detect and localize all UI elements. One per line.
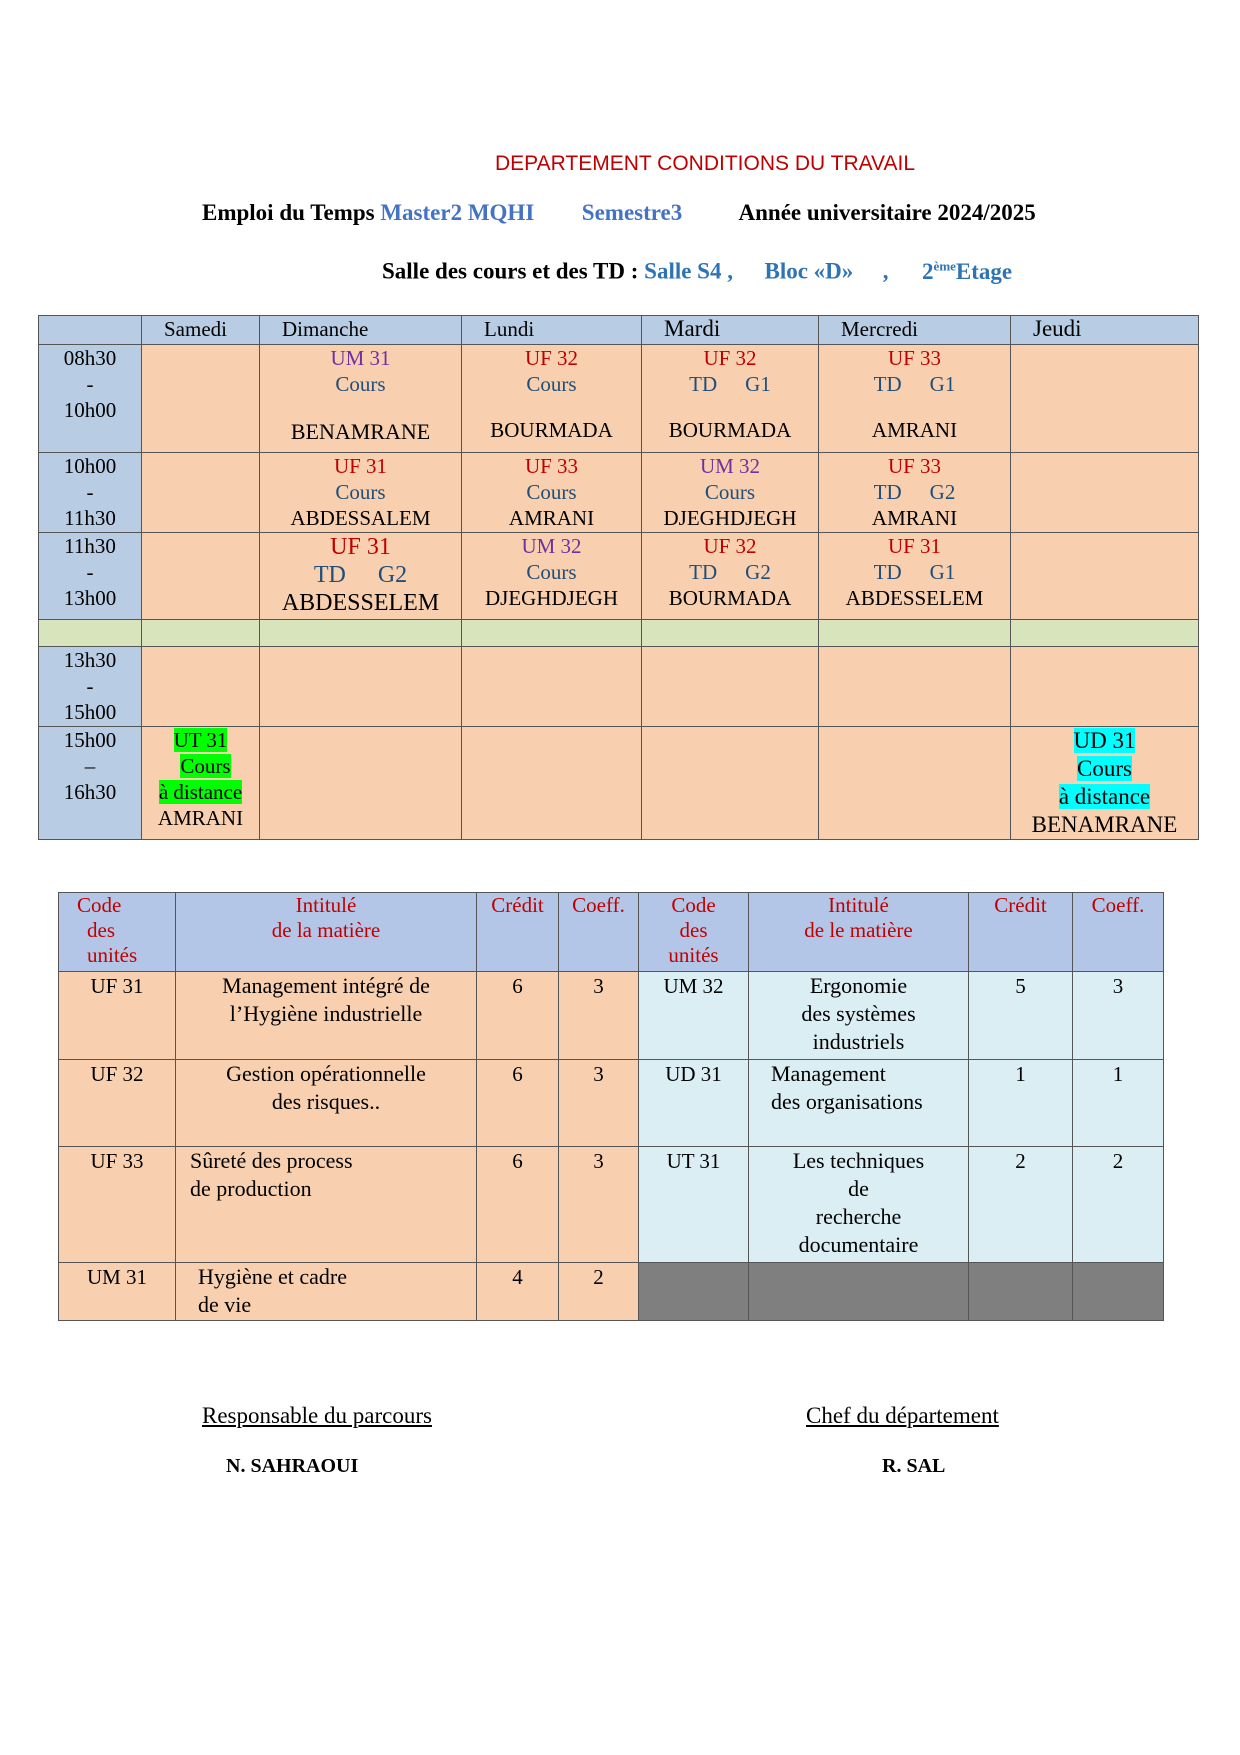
subjects-header-row [59,893,1164,972]
subject-code: UF 31 [59,972,176,1060]
course-type: Cours [335,480,386,504]
right-signature-name: R. SAL [882,1455,946,1477]
empty-cell [1011,453,1199,533]
time-start: 11h30 [64,534,116,558]
timetable-label: Emploi du Temps [202,200,375,225]
header-code-2: Code des unités [639,893,749,972]
course-type: Cours [526,372,577,396]
course-cell [260,453,462,533]
subject-title: Management des organisations [749,1060,969,1147]
course-group: G2 [377,562,408,588]
course-teacher: DJEGHDJEGH [663,506,797,530]
empty-cell [1011,533,1199,620]
course-group: G1 [929,372,956,396]
subject-row [59,1263,1164,1321]
course-code: UF 31 [887,534,942,558]
course-cell [462,453,642,533]
course-code: UF 32 [703,346,757,370]
floor-sup: ème [933,258,956,273]
course-code: UF 33 [887,454,942,478]
subject-credit: 6 [477,1060,559,1147]
subject-credit: 1 [969,1060,1073,1147]
header-credit-2: Crédit [969,893,1073,972]
right-signature-title: Chef du département [806,1403,999,1428]
subject-title: Gestion opérationnelle des risques.. [176,1060,477,1147]
room-heading [382,258,1012,285]
time-end: 10h00 [63,398,117,422]
subject-credit: 6 [477,972,559,1060]
course-type: TD [873,560,902,584]
slot-row [39,727,1199,840]
course-teacher: AMRANI [157,806,244,830]
header-title-2: Intitulé de le matière [749,893,969,972]
course-code: UF 31 [333,454,388,478]
subject-title: Ergonomie des systèmes industriels [749,972,969,1060]
time-cell [39,727,142,840]
course-teacher: BENAMRANE [1031,812,1178,837]
course-type: TD [873,480,902,504]
room: Salle S4 , [644,258,733,284]
subject-title: Les techniques de recherche documentaire [749,1147,969,1263]
course-cell [260,345,462,453]
time-start: 15h00 [63,728,117,752]
subject-credit: 5 [969,972,1073,1060]
day-lundi: Lundi [462,316,642,345]
time-sep: - [86,480,94,504]
time-start: 13h30 [63,648,117,672]
course-teacher: AMRANI [508,506,595,530]
course-mode: à distance [158,780,243,804]
subject-credit: 4 [477,1263,559,1321]
time-cell [39,533,142,620]
empty-cell [142,345,260,453]
course-cell [462,345,642,453]
timetable-heading [202,200,1036,226]
course-mode: à distance [1058,784,1151,809]
course-type: Cours [1077,756,1132,781]
time-start: 10h00 [63,454,117,478]
slot-row [39,345,1199,453]
day-mardi: Mardi [642,316,819,345]
subject-code: UM 32 [639,972,749,1060]
schedule-header-row [39,316,1199,345]
course-group: G2 [745,560,771,584]
time-end: 13h00 [63,586,117,610]
empty-cell [1011,345,1199,453]
comma: , [882,258,889,284]
subject-credit: 2 [969,1147,1073,1263]
course-teacher: DJEGHDJEGH [485,586,618,610]
subject-code: UF 32 [59,1060,176,1147]
subject-code: UD 31 [639,1060,749,1147]
course-teacher: ABDESSELEM [281,590,440,616]
time-cell [39,345,142,453]
academic-year: Année universitaire 2024/2025 [738,200,1036,225]
course-type: TD [689,372,718,396]
day-samedi: Samedi [142,316,260,345]
subject-code: UT 31 [639,1147,749,1263]
course-code: UM 32 [699,454,761,478]
day-jeudi: Jeudi [1011,316,1199,345]
course-code: UT 31 [173,728,228,752]
slot-row [39,647,1199,727]
subject-title: Sûreté des process de production [176,1147,477,1263]
subject-coeff: 3 [559,1060,639,1147]
course-code: UM 32 [521,534,582,558]
program-name: Master2 MQHI [380,200,535,225]
day-mercredi: Mercredi [819,316,1011,345]
empty-cell [142,533,260,620]
time-end: 11h30 [64,506,116,530]
course-teacher: BOURMADA [668,418,792,442]
course-teacher: AMRANI [871,506,958,530]
course-cell [142,727,260,840]
course-code: UF 33 [524,454,579,478]
slot-row [39,533,1199,620]
left-signature-name: N. SAHRAOUI [226,1455,359,1477]
subject-row [59,972,1164,1060]
lunch-break-row [39,620,1199,647]
course-code: UF 32 [524,346,579,370]
course-type: TD [873,372,902,396]
corner-cell [39,316,142,345]
course-code: UD 31 [1073,728,1136,753]
empty-gray-cell [1073,1263,1164,1321]
block: Bloc «D» [764,258,854,284]
time-sep: - [86,372,94,396]
course-teacher: BOURMADA [668,586,792,610]
subject-credit: 6 [477,1147,559,1263]
course-type: TD [313,562,346,588]
course-type: TD [689,560,718,584]
course-group: G2 [929,480,956,504]
left-signature-title: Responsable du parcours [202,1403,432,1428]
course-cell [819,533,1011,620]
course-code: UF 31 [330,534,391,560]
course-cell [642,453,819,533]
department-title: DEPARTEMENT CONDITIONS DU TRAVAIL [494,152,916,175]
floor [922,259,1012,284]
header-coeff-2: Coeff. [1073,893,1164,972]
course-cell [1011,727,1199,840]
course-teacher: ABDESSELEM [845,586,984,610]
course-cell [819,453,1011,533]
course-type: Cours [180,754,231,778]
subject-row [59,1147,1164,1263]
course-teacher: BENAMRANE [290,419,431,444]
floor-label: Etage [955,258,1013,284]
time-sep: - [86,674,94,698]
course-cell [642,533,819,620]
subject-coeff: 1 [1073,1060,1164,1147]
course-type: Cours [526,480,577,504]
subject-title: Hygiène et cadre de vie [176,1263,477,1321]
course-type: Cours [335,372,386,396]
header-title: Intitulé de la matière [176,893,477,972]
time-cell [39,647,142,727]
course-group: G1 [745,372,771,396]
course-code: UF 32 [703,534,757,558]
subject-code: UM 31 [59,1263,176,1321]
course-cell [819,345,1011,453]
time-sep: – [84,754,96,778]
subject-title: Management intégré de l’Hygiène industrielle [176,972,477,1060]
empty-gray-cell [639,1263,749,1321]
course-code: UM 31 [330,346,391,370]
course-teacher: ABDESSALEM [290,506,431,530]
subject-coeff: 3 [559,972,639,1060]
empty-gray-cell [749,1263,969,1321]
subject-coeff: 2 [559,1263,639,1321]
subject-code: UF 33 [59,1147,176,1263]
time-cell [39,453,142,533]
course-cell [642,345,819,453]
time-start: 08h30 [63,346,117,370]
semester: Semestre3 [581,200,683,225]
course-type: Cours [526,560,577,584]
subject-coeff: 3 [1073,972,1164,1060]
subject-coeff: 2 [1073,1147,1164,1263]
course-type: Cours [704,480,756,504]
course-code: UF 33 [887,346,942,370]
header-coeff: Coeff. [559,893,639,972]
room-label: Salle des cours et des TD : [382,258,639,284]
time-end: 15h00 [63,700,117,724]
schedule-table [38,315,1199,840]
time-sep: - [86,560,94,584]
empty-gray-cell [969,1263,1073,1321]
course-cell [462,533,642,620]
empty-cell [142,453,260,533]
subject-row [59,1060,1164,1147]
header-credit: Crédit [477,893,559,972]
subjects-table [58,892,1164,1321]
time-end: 16h30 [63,780,117,804]
day-dimanche: Dimanche [260,316,462,345]
course-teacher: AMRANI [871,418,958,442]
subject-coeff: 3 [559,1147,639,1263]
slot-row [39,453,1199,533]
floor-number: 2 [922,258,934,284]
course-teacher: BOURMADA [490,418,613,442]
course-cell [260,533,462,620]
header-code: Code des unités [59,893,176,972]
course-group: G1 [929,560,956,584]
